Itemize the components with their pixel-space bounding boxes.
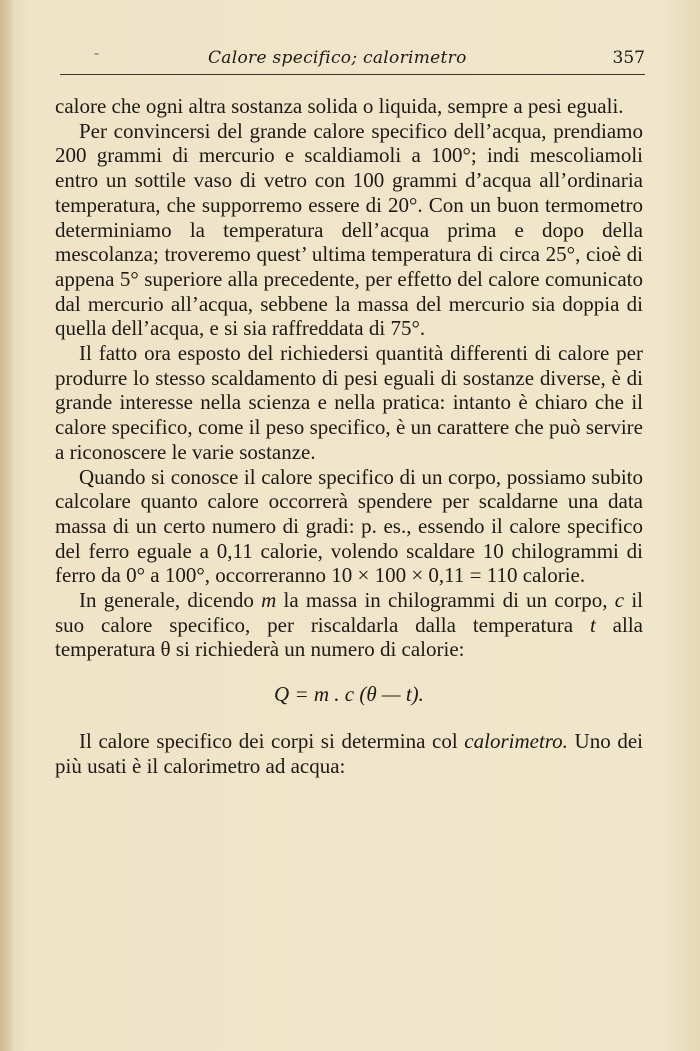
text-segment: Uno dei più usati è il calorimetro ad acqua: [55, 728, 643, 778]
paragraph-calorimeter [55, 729, 643, 778]
text-segment: si richiederà un numero di calorie: [170, 637, 465, 662]
header-rule [60, 74, 645, 75]
heat-formula: Q = m . c (θ — t). [274, 682, 424, 707]
symbol-theta: θ [160, 637, 171, 662]
body-text [55, 94, 643, 778]
text-segment: la massa in chilogrammi di un corpo, [276, 588, 615, 613]
paragraph-mercury-experiment: Per convincersi del grande calore specifico dell’acqua, prendiamo 200 grammi di mercurio e scaldiamoli a 100°; indi mescoliamoli entro un sottile vaso di vetro con 100 grammi d’acqua all’ordinaria temperatura, che supporremo essere di 20°. Con un buon termometro determiniamo la temperatura dell’acqua prima e dopo della mescolanza; troveremo quest’ ultima temperatura di circa 25°, cioè di appena 5° superiore alla precedente, per effetto del calore comunicato dal mercurio all’acqua, sebbene la massa del mercurio sia doppia di quella dell’acqua, e si sia raffreddata di 75°. [55, 118, 643, 341]
symbol-t: t [589, 612, 596, 637]
text-segment: il suo calore specifico, per riscaldarla dalla temperatura [55, 588, 643, 637]
running-title: Calore specifico; calorimetro [208, 48, 467, 68]
header-mark: - [94, 44, 100, 62]
term-calorimetro: calorimetro. [464, 728, 568, 753]
paragraph-continuation: calore che ogni altra sostanza solida o liquida, sempre a pesi eguali. [55, 94, 624, 118]
text-segment: In generale, dicendo [79, 588, 262, 613]
text-segment: Il calore specifico dei corpi si determina col [79, 728, 465, 753]
symbol-c: c [614, 588, 625, 613]
page-spine-shadow [0, 0, 14, 1051]
symbol-m: m [261, 588, 277, 613]
page-header [60, 44, 645, 74]
paragraph-general-formula [55, 588, 643, 662]
paragraph-heat-calculation: Quando si conosce il calore specifico di un corpo, possiamo subito calcolare quanto calore occorrerà spendere per scaldarne una data massa di un certo numero di gradi: p. es., essendo il calore specifico del ferro eguale a 0,11 calorie, volendo scaldare 10 chilogrammi di ferro da 0° a 100°, occorreranno 10 × 100 × 0,11 = 110 calorie. [55, 464, 643, 588]
paragraph-specific-heat-importance: Il fatto ora esposto del richiedersi quantità differenti di calore per produrre lo stesso scaldamento di pesi eguali di sostanze diverse, è di grande interesse nella scienza e nella pratica: intanto è chiaro che il calore specifico, come il peso specifico, è un carattere che può servire a riconoscere le varie sostanze. [55, 341, 643, 464]
text-segment: alla temperatura [55, 612, 643, 662]
page-number: 357 [612, 48, 645, 68]
